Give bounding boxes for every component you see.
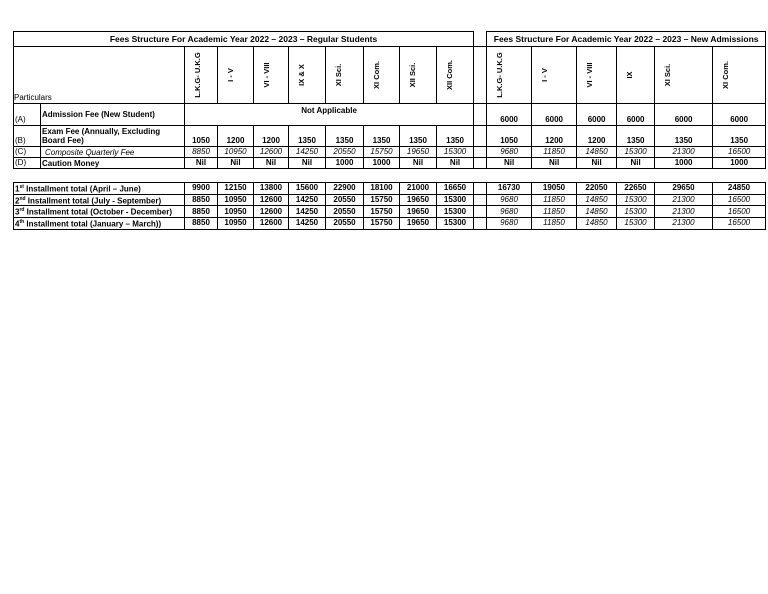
cell: 15300 [437, 194, 474, 206]
cell: 16650 [437, 183, 474, 195]
cell: 21300 [655, 217, 713, 229]
cell: 12600 [254, 147, 289, 158]
cell: 1200 [254, 126, 289, 147]
cell: 11850 [532, 194, 577, 206]
cell: 1350 [437, 126, 474, 147]
cell: 15750 [364, 147, 400, 158]
cell: 1050 [185, 126, 218, 147]
col-header [218, 47, 254, 104]
cell: 1200 [532, 126, 577, 147]
cell: 21300 [655, 206, 713, 218]
cell: 8850 [185, 194, 218, 206]
col-header [577, 47, 617, 104]
cell: 1350 [400, 126, 437, 147]
cell: 11850 [532, 206, 577, 218]
row-code: (B) [14, 126, 41, 147]
cell: 19050 [532, 183, 577, 195]
new-admissions-title: Fees Structure For Academic Year 2022 – 2023 – New Admissions [487, 32, 766, 47]
cell: 6000 [655, 104, 713, 126]
cell: 8850 [185, 206, 218, 218]
cell: 14850 [577, 147, 617, 158]
row-code: (A) [14, 104, 41, 126]
cell: 29650 [655, 183, 713, 195]
col-header-xi-com: XI Com. [372, 61, 381, 89]
cell: 11850 [532, 147, 577, 158]
cell: 16730 [487, 183, 532, 195]
cell: 6000 [577, 104, 617, 126]
installment-row [14, 194, 766, 206]
col-header [437, 47, 474, 104]
spacer [474, 47, 487, 104]
col-header [617, 47, 655, 104]
col-header-xii-com: XII Com. [445, 60, 454, 91]
cell: 24850 [713, 183, 766, 195]
cell: 11850 [532, 217, 577, 229]
cell: 1350 [617, 126, 655, 147]
cell: 20550 [326, 206, 364, 218]
cell: 6000 [713, 104, 766, 126]
cell: 6000 [487, 104, 532, 126]
col-header [655, 47, 713, 104]
cell: Nil [532, 158, 577, 169]
cell: Nil [487, 158, 532, 169]
cell: 20550 [326, 194, 364, 206]
col-header-xii-sci: XII Sci. [408, 62, 417, 88]
col-header [487, 47, 532, 104]
cell: 14250 [289, 147, 326, 158]
cell: 14250 [289, 206, 326, 218]
cell: Nil [289, 158, 326, 169]
cell: 15300 [437, 147, 474, 158]
not-applicable-cell: Not Applicable [185, 104, 474, 126]
col-header [254, 47, 289, 104]
row-label: Caution Money [41, 158, 185, 169]
cell: 20550 [326, 217, 364, 229]
cell: 22900 [326, 183, 364, 195]
cell: Nil [254, 158, 289, 169]
cell: 12600 [254, 206, 289, 218]
cell: 19650 [400, 147, 437, 158]
cell: 14250 [289, 217, 326, 229]
cell: 1000 [326, 158, 364, 169]
cell: 1200 [218, 126, 254, 147]
new-col-header-lkg-ukg: L.K.G- U.K.G [495, 52, 505, 98]
spacer [474, 147, 487, 158]
col-header [400, 47, 437, 104]
cell: 14850 [577, 217, 617, 229]
cell: 10950 [218, 217, 254, 229]
cell: Nil [185, 158, 218, 169]
cell: 15750 [364, 194, 400, 206]
cell: 1350 [289, 126, 326, 147]
cell: 12600 [254, 194, 289, 206]
col-header-xi-sci: XI Sci. [334, 63, 343, 87]
new-col-header-xi-com: XI Com. [721, 61, 731, 89]
cell: 9680 [487, 206, 532, 218]
new-col-header-ix: IX [625, 71, 635, 79]
spacer [474, 217, 487, 229]
spacer [474, 126, 487, 147]
spacer [474, 104, 487, 126]
spacer [474, 32, 487, 47]
cell: 15300 [437, 206, 474, 218]
cell: 6000 [532, 104, 577, 126]
cell: 15300 [617, 217, 655, 229]
cell: 14250 [289, 194, 326, 206]
cell: 21300 [655, 194, 713, 206]
cell: 1350 [326, 126, 364, 147]
cell: 6000 [617, 104, 655, 126]
cell: 1000 [655, 158, 713, 169]
installment-row [14, 206, 766, 218]
cell: 13800 [254, 183, 289, 195]
cell: 21000 [400, 183, 437, 195]
cell: 9900 [185, 183, 218, 195]
cell: 8850 [185, 217, 218, 229]
cell: Nil [400, 158, 437, 169]
cell: 16500 [713, 217, 766, 229]
cell: 1350 [655, 126, 713, 147]
spacer [474, 183, 487, 195]
col-header-ix-x: IX & X [297, 64, 306, 86]
installment-row [14, 183, 766, 195]
col-header [326, 47, 364, 104]
installment-table [13, 182, 766, 230]
cell: 1000 [713, 158, 766, 169]
cell: 14850 [577, 194, 617, 206]
cell: 21300 [655, 147, 713, 158]
new-col-header-xi-sci: XI Sci. [663, 63, 673, 87]
cell: 9680 [487, 194, 532, 206]
cell: 19650 [400, 217, 437, 229]
installment-label: 3rd Installment total (October - December) [14, 206, 185, 218]
cell: 15300 [617, 206, 655, 218]
cell: 15750 [364, 206, 400, 218]
cell: Nil [617, 158, 655, 169]
col-header [289, 47, 326, 104]
spacer [474, 158, 487, 169]
cell: 22650 [617, 183, 655, 195]
cell: 10950 [218, 206, 254, 218]
spacer [474, 194, 487, 206]
fees-table [13, 31, 766, 169]
cell: 15300 [437, 217, 474, 229]
cell: 8850 [185, 147, 218, 158]
installment-label: 2nd Installment total (July - September) [14, 194, 185, 206]
col-header-vi-viii: VI - VIII [262, 62, 271, 88]
col-header [364, 47, 400, 104]
new-col-header-vi-viii: VI - VIII [585, 62, 595, 88]
cell: 1050 [487, 126, 532, 147]
installment-row [14, 217, 766, 229]
row-label: Composite Quarterly Fee [41, 147, 185, 158]
cell: 14850 [577, 206, 617, 218]
new-col-header-i-v: I - V [540, 68, 550, 82]
cell: 1000 [364, 158, 400, 169]
cell: 19650 [400, 194, 437, 206]
cell: 15600 [289, 183, 326, 195]
col-header [532, 47, 577, 104]
cell: 15300 [617, 147, 655, 158]
cell: 18100 [364, 183, 400, 195]
cell: 22050 [577, 183, 617, 195]
col-header-lkg-ukg: L.K.G- U.K.G [193, 52, 202, 98]
cell: 19650 [400, 206, 437, 218]
cell: 15300 [617, 194, 655, 206]
cell: 1350 [364, 126, 400, 147]
cell: Nil [577, 158, 617, 169]
spacer [474, 206, 487, 218]
cell: 10950 [218, 194, 254, 206]
cell: Nil [218, 158, 254, 169]
cell: Nil [437, 158, 474, 169]
cell: 12600 [254, 217, 289, 229]
cell: 10950 [218, 147, 254, 158]
col-header [713, 47, 766, 104]
installment-label: 1st Installment total (April – June) [14, 183, 185, 195]
row-code: (D) [14, 158, 41, 169]
cell: 16500 [713, 206, 766, 218]
cell: 16500 [713, 194, 766, 206]
cell: 9680 [487, 217, 532, 229]
particulars-header [14, 47, 185, 104]
cell: 1200 [577, 126, 617, 147]
cell: 16500 [713, 147, 766, 158]
col-header [185, 47, 218, 104]
installment-label: 4th Installment total (January – March)) [14, 217, 185, 229]
cell: 1350 [713, 126, 766, 147]
row-label: Admission Fee (New Student) [41, 104, 185, 126]
regular-students-title: Fees Structure For Academic Year 2022 – 2023 – Regular Students [14, 32, 474, 47]
cell: 12150 [218, 183, 254, 195]
cell: 15750 [364, 217, 400, 229]
col-header-i-v: I - V [226, 68, 235, 82]
cell: 9680 [487, 147, 532, 158]
particulars-label: Particulars [14, 93, 52, 102]
cell: 20550 [326, 147, 364, 158]
row-label: Exam Fee (Annually, Excluding Board Fee) [41, 126, 185, 147]
row-code: (C) [14, 147, 41, 158]
